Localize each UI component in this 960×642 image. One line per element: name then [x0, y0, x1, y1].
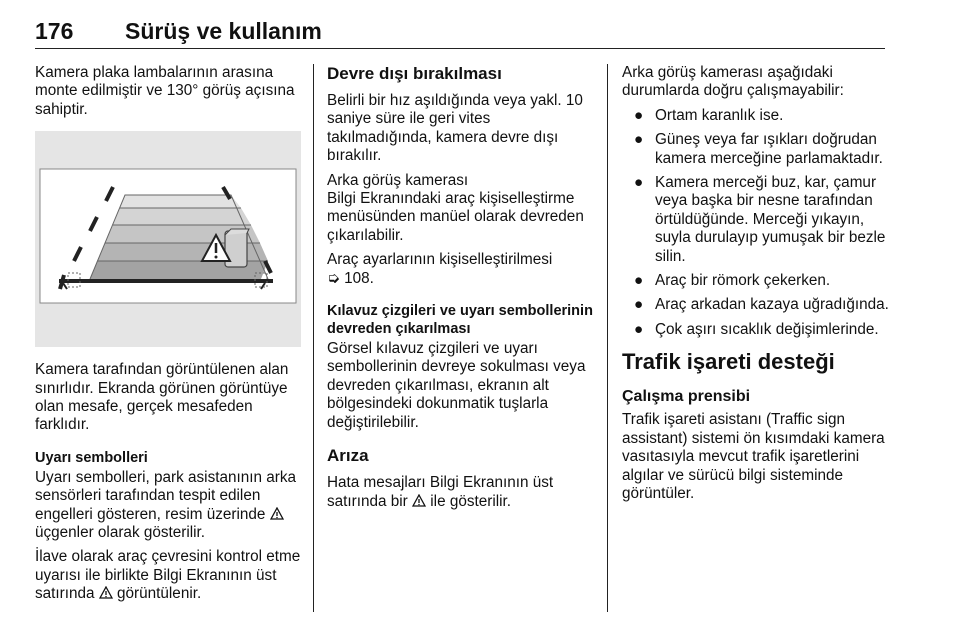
camera-intro: Kamera plaka lambalarının arasına monte edilmiştir ve 130° görüş açısına sahiptir. — [35, 64, 295, 118]
malfunction-list — [622, 107, 890, 339]
personalisation-reference — [327, 251, 595, 288]
column-divider — [607, 64, 608, 612]
list-item: ● Araç arkadan kazaya uğradığında. — [634, 296, 889, 314]
deactivation-heading: Devre dışı bırakılması — [327, 64, 502, 83]
warning-text-part1: Uyarı sembolleri, park asistanının arka sensörleri tarafından tespit edilen engelleri gösteren, resim üzerinde — [35, 468, 297, 523]
column-3 — [622, 64, 890, 509]
column-divider — [313, 64, 314, 612]
bullet-icon: ● — [634, 131, 644, 149]
traffic-sign-heading: Trafik işareti desteği — [622, 349, 835, 375]
principle-heading: Çalışma prensibi — [622, 388, 751, 406]
personalisation-label: Araç ayarlarının kişiselleştirilmesi — [327, 251, 553, 269]
additional-text-part1: İlave olarak araç çevresini kontrol etme uyarısı ile birlikte Bilgi Ekranının üst satırında — [35, 548, 301, 603]
rear-camera-illustration — [35, 131, 301, 347]
column-1 — [35, 64, 301, 610]
warning-triangle-icon — [270, 507, 284, 520]
additional-warning-text — [35, 548, 301, 603]
fault-text-part1: Hata mesajları Bilgi Ekranının üst satırında bir — [327, 474, 554, 510]
deactivation-text-2b: Bilgi Ekranındaki araç kişiselleştirme menüsünden manüel olarak devreden çıkarılabilir. — [327, 190, 584, 244]
principle-text: Trafik işareti asistanı (Traffic sign assistant) sistemi ön kısımdaki kamera vasıtasıyla mevcut trafik işaretlerini algılar ve sürücü bilgi sisteminde görüntüler. — [622, 411, 885, 502]
camera-display-figure — [35, 131, 301, 347]
list-item: ● Güneş veya far ışıkları doğrudan kamera merceğine parlamaktadır. — [634, 131, 883, 167]
list-item: ● Ortam karanlık ise. — [634, 106, 784, 124]
column-2 — [327, 64, 595, 517]
fault-text — [327, 474, 595, 511]
page-number: 176 — [35, 18, 74, 44]
fault-text-part2: ile gösterilir. — [430, 492, 512, 510]
fault-heading: Arıza — [327, 446, 369, 466]
warning-triangle-icon — [412, 494, 426, 507]
guides-text: Görsel kılavuz çizgileri ve uyarı sembollerinin devreye sokulması veya devreden çıkarılması, ekranın alt bölgesindeki dokunmatik tuşlarla değiştirilebilir. — [327, 340, 586, 431]
bullet-icon: ● — [634, 320, 644, 338]
list-item: ● Kamera merceği buz, kar, çamur veya başka bir nesne tarafından örtüldüğünde. Merceği yıkayın, suyla durulayıp yumuşak bir bezle silin. — [634, 174, 886, 265]
warning-symbols-text — [35, 469, 301, 543]
bullet-icon: ● — [634, 272, 644, 290]
list-item: ● Araç bir römork çekerken. — [634, 272, 831, 290]
bullet-icon: ● — [634, 106, 644, 124]
camera-limit-text: Kamera tarafından görüntülenen alan sınırlıdır. Ekranda görünen görüntüye olan mesafe, gerçek mesafeden farklıdır. — [35, 361, 289, 434]
warning-triangle-icon — [99, 586, 113, 599]
bullet-icon: ● — [634, 296, 644, 314]
deactivation-text-2a: Arka görüş kamerası — [327, 171, 469, 189]
warning-symbols-heading: Uyarı sembolleri — [35, 449, 148, 466]
warning-text-part2: üçgenler olarak gösterilir. — [35, 524, 206, 542]
section-title: Sürüş ve kullanım — [125, 18, 322, 44]
page-header — [35, 18, 885, 49]
guides-heading: Kılavuz çizgileri ve uyarı sembollerinin devreden çıkarılması — [327, 303, 593, 338]
bullet-icon: ● — [634, 174, 644, 192]
page-reference-link[interactable]: ➭ 108. — [327, 269, 374, 287]
deactivation-text-1: Belirli bir hız aşıldığında veya yakl. 10 saniye süre ile geri vites takılmadığında, kamera devre dışı bırakılır. — [327, 92, 583, 165]
list-item: ● Çok aşırı sıcaklık değişimlerinde. — [634, 320, 879, 338]
malfunction-intro: Arka görüş kamerası aşağıdaki durumlarda doğru çalışmayabilir: — [622, 64, 844, 100]
additional-text-part2: görüntülenir. — [117, 585, 202, 603]
deactivation-text-2 — [327, 172, 595, 246]
